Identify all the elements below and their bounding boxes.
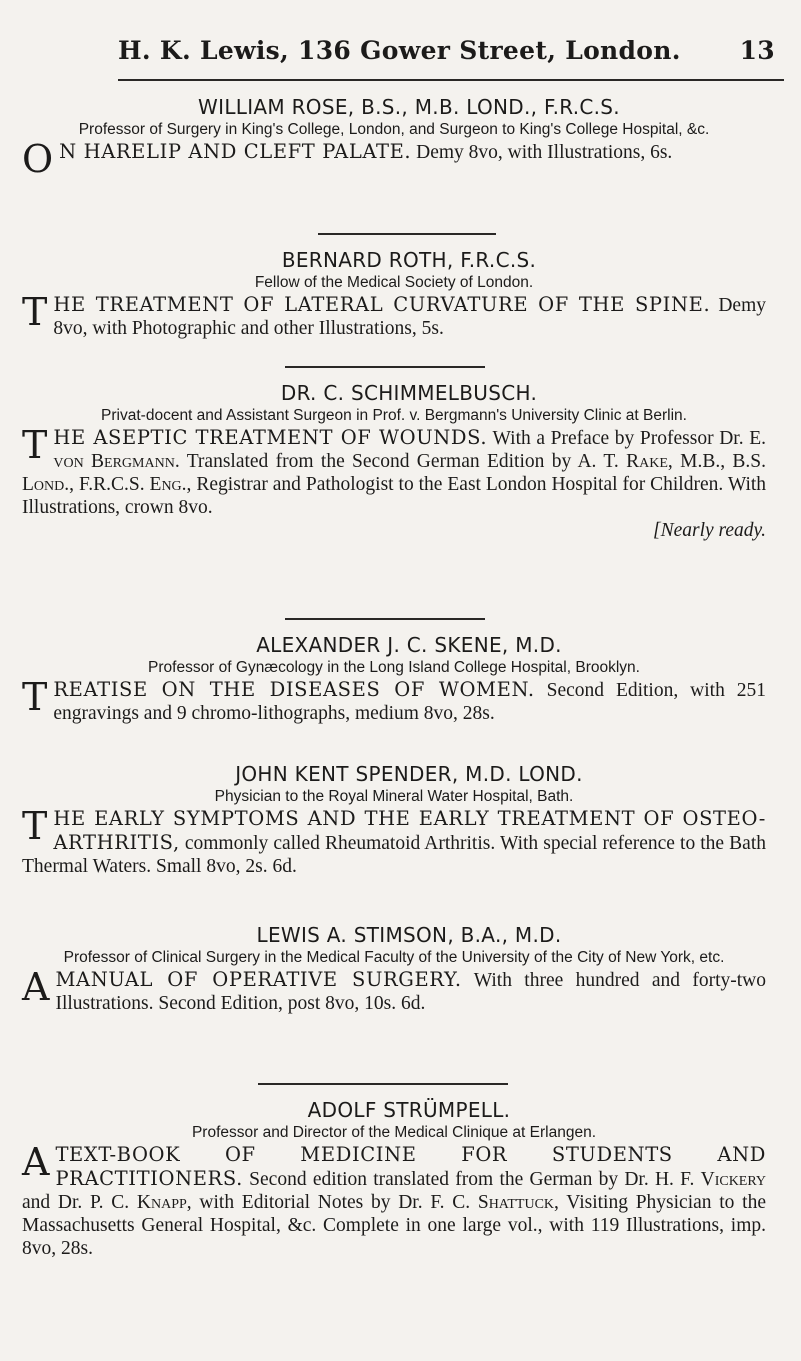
book-details: F.R.C.S. xyxy=(78,474,145,495)
separator-rule xyxy=(318,233,496,235)
book-description xyxy=(22,965,767,1015)
degree-abbrev: Eng., xyxy=(149,474,192,495)
book-description xyxy=(22,137,766,181)
author-position: Professor and Director of the Medical Clinique at Erlangen. xyxy=(191,1124,597,1141)
book-details: Second edition translated from the German by Dr. H. F. xyxy=(249,1169,695,1190)
book-details: Second Edition, with 251 engravings and 9 chromo-lithographs, medium 8vo, 28s. xyxy=(53,680,766,724)
person-name: von Bergmann. xyxy=(53,451,180,472)
author-position: Professor of Clinical Surgery in the Medical Faculty of the University of the City of New York, etc. xyxy=(63,949,725,966)
entry-skene xyxy=(22,634,766,725)
author-name: BERNARD ROTH, F.R.C.S. xyxy=(281,248,537,272)
person-name: Shattuck, xyxy=(477,1192,559,1213)
page-header xyxy=(118,36,775,65)
entry-roth xyxy=(22,249,766,340)
author-name: ALEXANDER J. C. SKENE, M.D. xyxy=(256,633,562,657)
book-details: With three hundred and forty-two Illustrations. Second Edition, post 8vo, 10s. 6d. xyxy=(55,970,767,1014)
author-position: Privat-docent and Assistant Surgeon in Prof. v. Bergmann's University Clinic at Berlin. xyxy=(101,407,687,424)
author-name: ADOLF STRÜMPELL. xyxy=(307,1098,511,1122)
drop-cap: A xyxy=(22,965,50,1009)
entry-rose xyxy=(22,95,766,181)
book-details: With a Preface by Professor Dr. E. xyxy=(492,428,766,449)
entry-spender xyxy=(22,763,766,878)
drop-cap: T xyxy=(22,290,48,334)
book-description xyxy=(22,423,767,519)
book-details: M.B., B.S. xyxy=(680,451,767,472)
book-details: Visiting Physician to the Massachusetts General Hospital, &c. Complete in one large vol., with 119 Illustrations, imp. 8vo, 28s. xyxy=(22,1192,766,1259)
author-position: Professor of Gynæcology in the Long Island College Hospital, Brooklyn. xyxy=(148,659,640,676)
book-title: HE EARLY SYMPTOMS AND THE EARLY TREATMENT OF OSTEO-ARTHRITIS, xyxy=(53,807,766,854)
book-description xyxy=(22,675,766,725)
drop-cap: A xyxy=(22,1140,50,1184)
separator-rule xyxy=(285,618,485,620)
entry-schimmelbusch xyxy=(22,382,766,542)
author-name: WILLIAM ROSE, B.S., M.B. LOND., F.R.C.S. xyxy=(198,95,620,119)
book-title: HE ASEPTIC TREATMENT OF WOUNDS. xyxy=(53,426,488,449)
degree-abbrev: Lond., xyxy=(22,474,74,495)
separator-rule xyxy=(285,366,485,368)
book-title: N HARELIP AND CLEFT PALATE. xyxy=(59,140,412,163)
person-name: Knapp, xyxy=(136,1192,192,1213)
book-description xyxy=(22,290,766,340)
entry-stimson xyxy=(22,924,766,1015)
book-details: Demy 8vo, with Illustrations, 6s. xyxy=(416,142,673,163)
author-name: LEWIS A. STIMSON, B.A., M.D. xyxy=(256,923,562,947)
entry-strumpell xyxy=(22,1099,766,1260)
book-details: commonly called Rheumatoid Arthritis. With special reference to the Bath Thermal Waters. Small 8vo, 2s. 6d. xyxy=(22,833,766,877)
publisher-line: H. K. Lewis, 136 Gower Street, London. xyxy=(118,36,681,65)
book-title: MANUAL OF OPERATIVE SURGERY. xyxy=(55,968,462,991)
author-position: Fellow of the Medical Society of London. xyxy=(254,274,534,291)
page-number: 13 xyxy=(739,36,775,65)
author-name: DR. C. SCHIMMELBUSCH. xyxy=(280,381,538,405)
book-details: and Dr. P. C. xyxy=(22,1192,130,1213)
drop-cap: O xyxy=(22,137,54,181)
book-title: HE TREATMENT OF LATERAL CURVATURE OF THE SPINE. xyxy=(53,293,711,316)
person-name: Vickery xyxy=(700,1169,767,1190)
book-description xyxy=(22,804,766,878)
header-rule xyxy=(118,79,784,81)
book-title: REATISE ON THE DISEASES OF WOMEN. xyxy=(53,678,535,701)
author-position: Professor of Surgery in King's College, London, and Surgeon to King's College Hospital, &c. xyxy=(78,121,710,138)
drop-cap: T xyxy=(22,675,48,719)
drop-cap: T xyxy=(22,423,48,467)
separator-rule xyxy=(258,1083,508,1085)
book-details: Registrar and Pathologist to the East London Hospital for Children. With Illustrations, crown 8vo. xyxy=(22,474,767,518)
drop-cap: T xyxy=(22,804,48,848)
book-details: with Editorial Notes by Dr. F. C. xyxy=(199,1192,471,1213)
author-name: JOHN KENT SPENDER, M.D. LOND. xyxy=(235,762,583,786)
book-title: TEXT-BOOK OF MEDICINE FOR STUDENTS AND PRACTITIONERS. xyxy=(55,1143,766,1190)
book-description xyxy=(22,1140,767,1260)
author-position: Physician to the Royal Mineral Water Hospital, Bath. xyxy=(214,788,574,805)
person-name: Rake, xyxy=(626,451,673,472)
book-details: Demy 8vo, with Photographic and other Illustrations, 5s. xyxy=(53,295,766,339)
publication-status: [Nearly ready. xyxy=(652,520,766,541)
book-details: Translated from the Second German Edition by A. T. xyxy=(186,451,619,472)
